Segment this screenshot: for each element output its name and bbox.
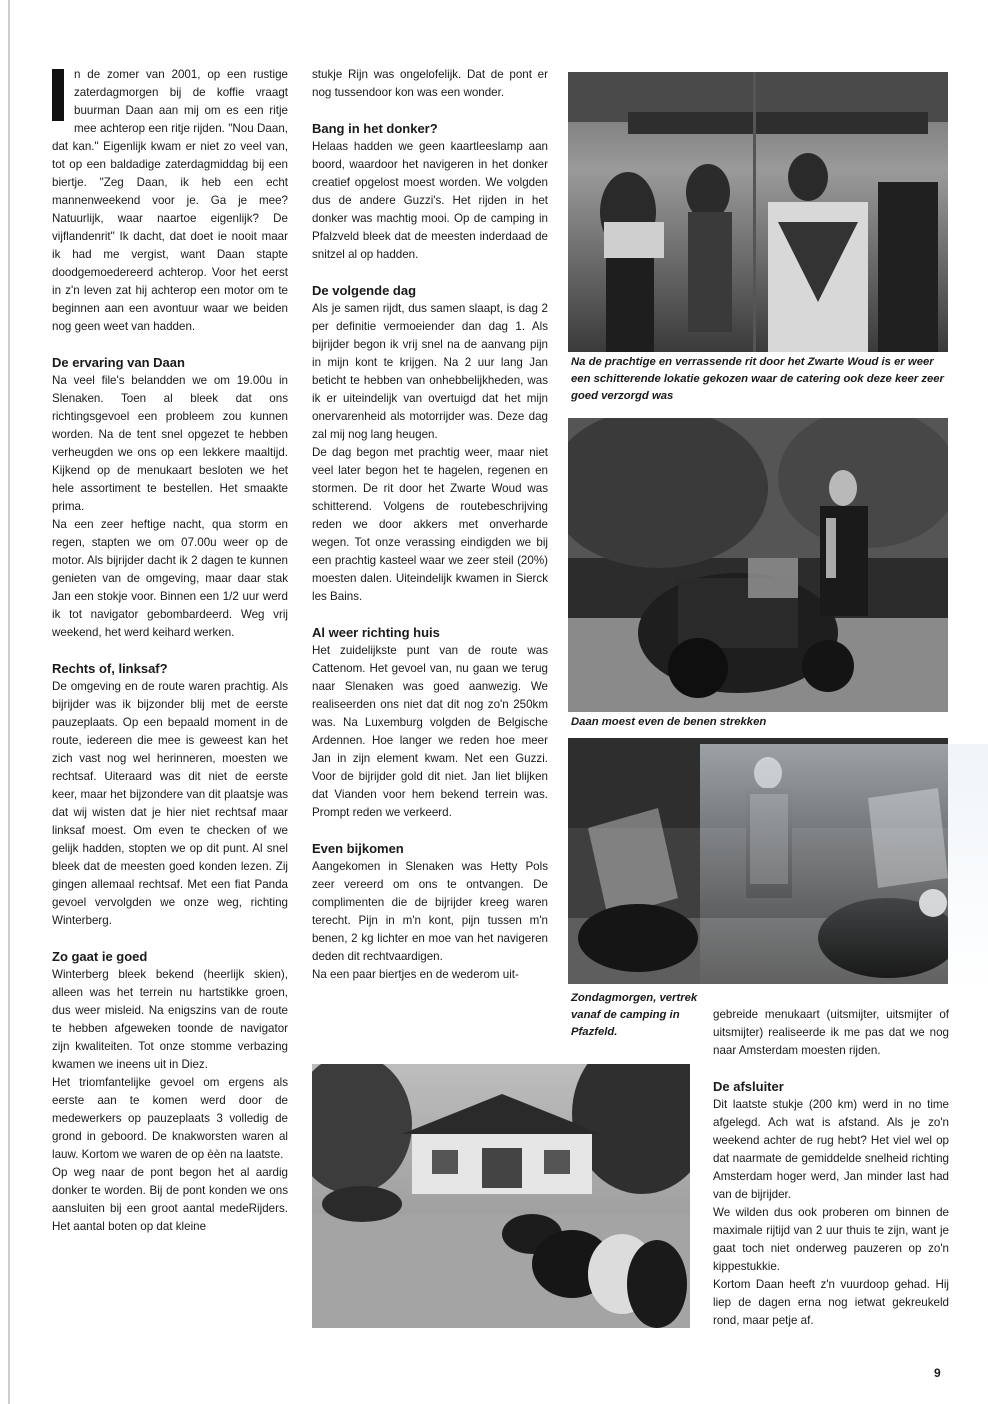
paragraph: De omgeving en de route waren prachtig. Als bijrijder was ik bijzonder blij met de eerste pauzeplaats. Op een bepaald moment in de route, iedereen die mee is geweest kan het zich vast nog wel herinneren, moesten we rechtsaf. Uiteraard was dit niet de eerste keer, maar het bijzondere van dit plaatsje was dat wij wisten dat je hier niet rechtsaf maar linksaf moest. Om even te checken of we gelijk hadden, stopten we op dit punt. Al snel bleek dat de meesten goed konden lezen. Zij gingen allemaal rechtsaf. Met een fiat Panda gevoel vervolgden we onze weg, richting Winterberg. (52, 680, 288, 927)
section-spacer (52, 336, 288, 354)
text-column-2 (312, 66, 548, 984)
paragraph: Op weg naar de pont begon het al aardig donker te worden. Bij de pont konden we ons aansluiten bij een groot aantal medeRijders. Het aantal boten op dat kleine (52, 1166, 288, 1233)
section-heading: De afsluiter (713, 1079, 784, 1094)
background-tint (700, 744, 988, 994)
text-column-3 (713, 1006, 949, 1330)
text-column-1 (52, 66, 288, 1236)
paragraph: Dit laatste stukje (200 km) werd in no time afgelegd. Ach wat is afstand. Als je zo'n weekend achter de rug hebt? Het viel wel op dat naarmate de gemiddelde snelheid richting Amsterdam hoger werd, Jan minder last had van de bijrijder. (713, 1098, 949, 1201)
paragraph: De dag begon met prachtig weer, maar niet veel later begon het te hagelen, regenen en stormen. De rit door het Zwarte Woud was schitterend. Volgens de routebeschrijving reden we door akkers met onverharde wegen. Tot onze verassing eindigden we bij een prachtig kasteel waar we zeer steil (20%) moesten dalen. Uiteindelijk kwamen in Sierck les Bains. (312, 446, 548, 603)
section-heading: Bang in het donker? (312, 121, 438, 136)
caption-photo-3: Zondagmorgen, vertrek vanaf de camping in Pfazfeld. (571, 992, 698, 1038)
paragraph: Het zuidelijkste punt van de route was Cattenom. Het gevoel van, nu gaan we terug naar Slenaken was goed aanwezig. We realiseerden ons niet dat dit nog zo'n 250km was. Na Luxemburg volgden de Belgische Ardennen. Hoe langer we reden hoe meer Jan in zijn element kwam. Net een Guzzi. Voor de bijrijder gold dit niet. Jan liet blijken dat Vianden voor hem bekend terrein was. Prompt reden we verkeerd. (312, 644, 548, 819)
paragraph: We wilden dus ook proberen om binnen de maximale rijtijd van 2 uur thuis te zijn, want je gaat toch niet onderweg pauzeren op zo'n kippestukkie. (713, 1206, 949, 1273)
section-spacer (312, 606, 548, 624)
paragraph: Als je samen rijdt, dus samen slaapt, is dag 2 per definitie vermoeiender dan dag 1. Als bijrijder begon ik vrij snel na de aanvang pijn in mijn kont te krijgen. Na 2 uur lang Jan beticht te hebben van onhebbelijkheden, was ik er uiteindelijk van overtuigd dat het mijn onervarenheid als motorrijder was. Deze dag zal mij nog lang heugen. (312, 302, 548, 441)
photo-campsite-building (312, 1064, 690, 1328)
section-spacer (713, 1060, 949, 1078)
paragraph: Het triomfantelijke gevoel om ergens als eerste aan te komen werd door de medewerkers op pauzeplaats 3 volledig de grond in geboord. De knakworsten waren al lauw. Kortom we waren de op èèn na laatste. (52, 1076, 288, 1161)
drop-cap-bar (52, 69, 64, 121)
section-spacer (52, 930, 288, 948)
caption-photo-2: Daan moest even de benen strekken (571, 716, 767, 728)
paragraph: gebreide menukaart (uitsmijter, uitsmijter of uitsmijter) realiseerde ik me pas dat we nog naar Amsterdam moesten rijden. (713, 1008, 949, 1057)
section-heading: Zo gaat ie goed (52, 949, 148, 964)
section-heading: Rechts of, linksaf? (52, 661, 168, 676)
section-spacer (52, 642, 288, 660)
section-spacer (312, 264, 548, 282)
section-heading: Even bijkomen (312, 841, 404, 856)
section-spacer (312, 822, 548, 840)
paragraph: Aangekomen in Slenaken was Hetty Pols zeer vereerd om ons te ontvangen. De complimenten die de bijrijder kreeg waren terecht. Pijn in m'n kont, pijn tussen m'n benen, 2 kg lichter en moe van het navigeren deden dit rechtvaardigen. (312, 860, 548, 963)
paragraph: stukje Rijn was ongelofelijk. Dat de pont er nog tussendoor kon was een wonder. (312, 68, 548, 99)
section-heading: De volgende dag (312, 283, 417, 298)
paragraph: Kortom Daan heeft z'n vuurdoop gehad. Hij liep de dagen erna nog ietwat gekreukeld rond, maar petje af. (713, 1278, 949, 1327)
section-spacer (312, 102, 548, 120)
paragraph: Na veel file's belandden we om 19.00u in Slenaken. Toen al bleek dat ons richtingsgevoel een probleem zou kunnen worden. Na de tent snel opgezet te hebben verheugden we ons op een lekkere maaltijd. Kijkend op de menukaart besloten we het hele assortiment te bestellen. Het smaakte prima. (52, 374, 288, 513)
paragraph: Na een paar biertjes en de wederom uit- (312, 968, 519, 981)
caption-photo-1: Na de prachtige en verrassende rit door het Zwarte Woud is er weer een schitterende lokatie gekozen waar de catering ook deze keer zeer goed verzorgd was (571, 356, 944, 402)
page-edge-rule (8, 0, 10, 1404)
paragraph: Winterberg bleek bekend (heerlijk skien), alleen was het terrein nu hartstikke groen, dus weer misleid. Na enigszins van de route te hebben afgeweken toonde de navigator zijn kwaliteiten. Tot onze stomme verbazing kwamen we ineens uit in Diez. (52, 968, 288, 1071)
section-heading: De ervaring van Daan (52, 355, 185, 370)
paragraph: n de zomer van 2001, op een rustige zaterdagmorgen bij de koffie vraagt buurman Daan aan mij om es een ritje mee achterop een ritje rijden. "Nou Daan, dat kan." Eigenlijk kwam er niet zo veel van, tot op een baldadige zaterdagmiddag bij een biertje. "Zeg Daan, ik heb een echt mannenweekend voor je. Ga je mee? Natuurlijk, waar naartoe eigenlijk? De vijflandenrit" Ik dacht, dat doet ie nooit maar ik had me vergist, want Daan stapte doodgemoedereerd achterop. Voor het eerst in z'n leven zat hij achterop een motor om te beginnen aan een avontuur waar we beiden nog geen weet van hadden. (52, 68, 288, 333)
section-heading: Al weer richting huis (312, 625, 440, 640)
paragraph: Na een zeer heftige nacht, qua storm en regen, stapten we om 07.00u weer op de motor. Als bijrijder dacht ik 2 dagen te kunnen genieten van de omgeving, maar daar stak Jan een stokje voor. Binnen een 1/2 uur werd ik tot navigator gebombardeerd. Weg vrij weekend, het werd keihard werken. (52, 518, 288, 639)
photo-man-by-motorcycle (568, 418, 948, 712)
paragraph: Helaas hadden we geen kaartleeslamp aan boord, waardoor het navigeren in het donker creatief opgelost moest worden. We volgden dus de andere Guzzi's. Het rijden in het donker was machtig mooi. Op de camping in Pfalzveld bleek dat de meesten inderdaad de snitzel al op hadden. (312, 140, 548, 261)
photo-group-at-catering (568, 72, 948, 352)
page-number: 9 (934, 1366, 941, 1380)
